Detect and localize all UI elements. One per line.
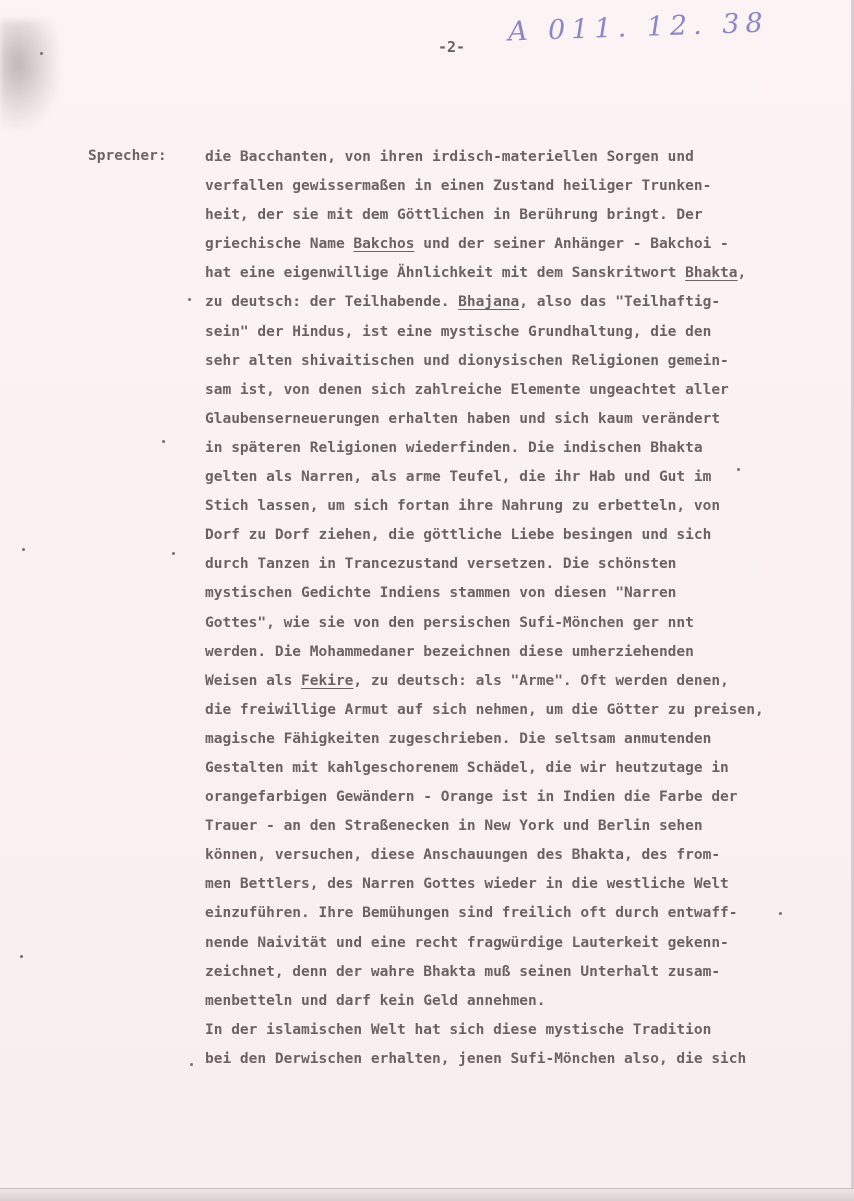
text-line: die freiwillige Armut auf sich nehmen, um die Götter zu preisen,	[205, 701, 764, 718]
text-line: gelten als Narren, als arme Teufel, die ihr Hab und Gut im	[205, 469, 712, 486]
underlined-term: Bakchos	[353, 236, 415, 253]
scan-speck	[20, 955, 23, 958]
text-line: sam ist, von denen sich zahlreiche Elemente ungeachtet aller	[205, 381, 729, 398]
text-line: Stich lassen, um sich fortan ihre Nahrung zu erbetteln, von	[205, 498, 721, 515]
scan-speck	[22, 548, 25, 551]
text-line	[205, 667, 795, 696]
text-segment: griechische Name	[205, 236, 354, 253]
text-line: in späteren Religionen wiederfinden. Die indischen Bhakta	[205, 439, 703, 456]
text-line	[205, 259, 795, 288]
text-line: Trauer - an den Straßenecken in New York und Berlin sehen	[205, 818, 703, 835]
text-line: zeichnet, denn der wahre Bhakta muß seinen Unterhalt zusam-	[205, 963, 721, 980]
text-segment: ,	[737, 265, 747, 282]
text-segment: Weisen als	[205, 672, 302, 689]
text-line: Dorf zu Dorf ziehen, die göttliche Liebe besingen und sich	[205, 527, 712, 544]
body-text	[205, 143, 795, 1074]
text-line	[205, 230, 795, 259]
text-line: werden. Die Mohammedaner bezeichnen diese umherziehenden	[205, 643, 694, 660]
text-line: In der islamischen Welt hat sich diese mystische Tradition	[205, 1021, 712, 1038]
scan-speck	[40, 52, 43, 55]
text-line: men Bettlers, des Narren Gottes wieder in die westliche Welt	[205, 876, 729, 893]
text-line: nende Naivität und eine recht fragwürdige Lauterkeit gekenn-	[205, 934, 729, 951]
speaker-label: Sprecher:	[88, 148, 167, 164]
handwritten-archive-mark: A 011. 12. 38	[507, 7, 770, 48]
scan-speck	[188, 298, 191, 301]
scan-smudge	[0, 20, 60, 130]
text-line: heit, der sie mit dem Göttlichen in Berührung bringt. Der	[205, 207, 703, 224]
text-segment: zu deutsch: der Teilhabende.	[205, 294, 459, 311]
text-line: können, versuchen, diese Anschauungen des Bhakta, des from-	[205, 847, 721, 864]
text-line	[205, 288, 795, 317]
text-line: die Bacchanten, von ihren irdisch-materiellen Sorgen und	[205, 149, 694, 165]
text-line: orangefarbigen Gewändern - Orange ist in Indien die Farbe der	[205, 789, 738, 806]
text-line: durch Tanzen in Trancezustand versetzen. Die schönsten	[205, 556, 677, 573]
page-number: -2-	[438, 38, 466, 56]
text-segment: , also das "Teilhaftig-	[519, 294, 721, 311]
text-segment: hat eine eigenwillige Ähnlichkeit mit dem Sanskritwort	[205, 265, 686, 282]
text-line: verfallen gewissermaßen in einen Zustand heiliger Trunken-	[205, 178, 712, 195]
page-edge-bottom	[0, 1188, 854, 1201]
text-line: einzuführen. Ihre Bemühungen sind freilich oft durch entwaff-	[205, 905, 738, 922]
text-line: magische Fähigkeiten zugeschrieben. Die seltsam anmutenden	[205, 730, 712, 747]
text-line: bei den Derwischen erhalten, jenen Sufi-Mönchen also, die sich	[205, 1050, 747, 1067]
underlined-term: Bhajana	[458, 294, 520, 311]
scan-speck	[162, 440, 165, 443]
scan-speck	[190, 1063, 193, 1066]
text-line: Gestalten mit kahlgeschorenem Schädel, die wir heutzutage in	[205, 759, 729, 776]
scan-speck	[172, 552, 175, 555]
text-line: mystischen Gedichte Indiens stammen von diesen "Narren	[205, 585, 677, 602]
text-line: Glaubenserneuerungen erhalten haben und sich kaum verändert	[205, 410, 721, 427]
underlined-term: Fekire	[301, 672, 354, 689]
underlined-term: Bhakta	[685, 265, 738, 282]
text-segment: , zu deutsch: als "Arme". Oft werden denen,	[353, 672, 729, 689]
text-segment: und der seiner Anhänger - Bakchoi -	[414, 236, 729, 253]
text-line: sehr alten shivaitischen und dionysischen Religionen gemein-	[205, 352, 729, 369]
text-line: Gottes", wie sie von den persischen Sufi-Mönchen ger nnt	[205, 614, 694, 631]
text-line: menbetteln und darf kein Geld annehmen.	[205, 992, 546, 1009]
text-line: sein" der Hindus, ist eine mystische Grundhaltung, die den	[205, 323, 712, 340]
